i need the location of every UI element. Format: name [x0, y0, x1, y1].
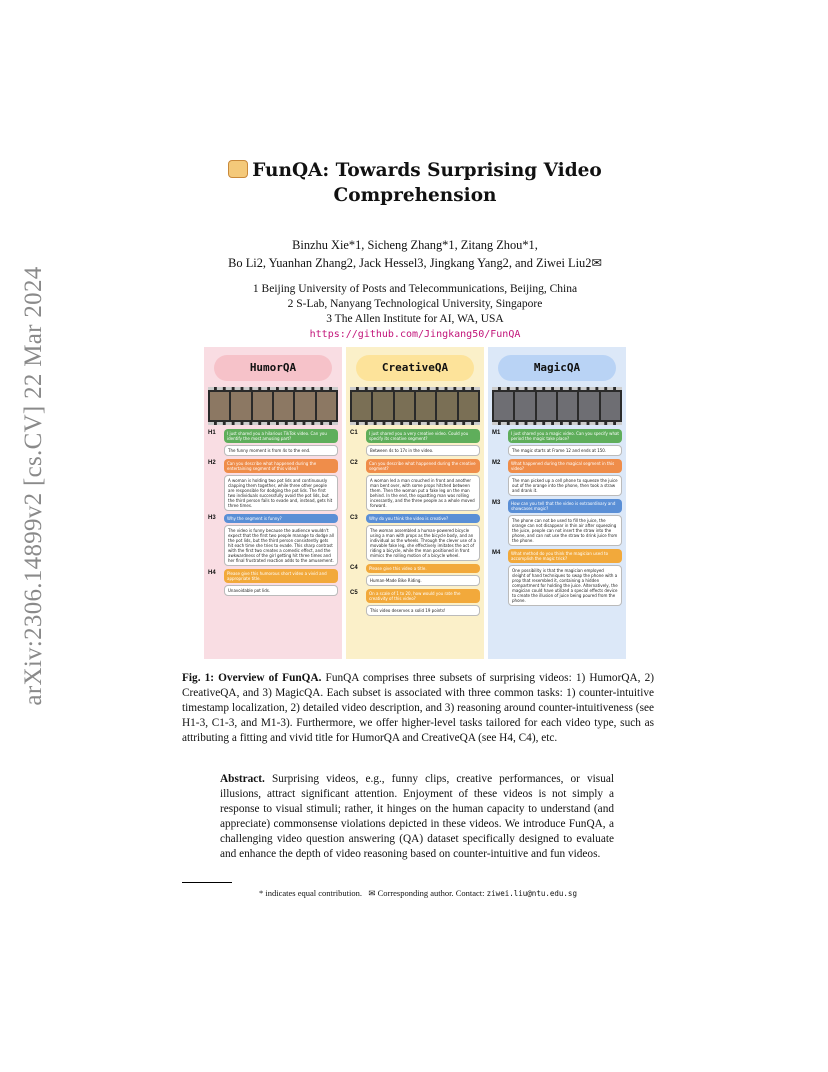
qa-item: M4 What method do you think the magician used to accomplish the magic trick? One possibility is that the magician employed sleight of hand techniques to swap the phone with a prop that resembled it, containing a hidden compartment for holding the juice. Alternatively, the magician could have utilized a special effects device to create the illusion of juice being poured from the phone.	[508, 549, 622, 606]
footnote: * indicates equal contribution. ✉ Corresponding author. Contact: ziwei.liu@ntu.edu.sg	[259, 888, 577, 898]
magicqa-header: MagicQA	[498, 355, 616, 381]
qa-item: C3 Why do you think the video is creative? The woman assembled a human-powered bicycle using a man with props as the bicycle body, and an individual as the wheels. Through the clever use of a movable fake leg, she effectively imitates the act of riding a bicycle, while the man positioned in front mimics the rolling motion of a bicycle wheel.	[366, 514, 480, 561]
qa-item: C5 On a scale of 1 to 20, how would you rate the creativity of this video? This video deserves a solid 19 points!	[366, 589, 480, 616]
creativeqa-header: CreativeQA	[356, 355, 474, 381]
humorqa-header: HumorQA	[214, 355, 332, 381]
qa-item: C1 I just shared you a very creative video. Could you specify its creative segment? Between 4s to 17s in the video.	[366, 429, 480, 456]
footnote-rule	[182, 882, 232, 883]
humorqa-filmstrip	[208, 387, 338, 425]
abstract: Abstract. Surprising videos, e.g., funny clips, creative performances, or visual illusions, attract significant attention. Enjoyment of these videos is not simply a response to visual stimuli; rather, it hinges on the human capacity to understand (and appreciate) commonsense violations depicted in these videos. We introduce FunQA, a challenging video question answering (QA) dataset specifically designed to evaluate and enhance the depth of video reasoning based on counter-intuitive and fun videos.	[220, 773, 614, 860]
qa-item: M1 I just shared you a magic video. Can you specify what period the magic take place? The magic starts at Frame 12 and ends at 150.	[508, 429, 622, 456]
qa-item: H1 I just shared you a hilarious TikTok video. Can you identify the most amusing part? The funny moment is from 4s to the end.	[224, 429, 338, 456]
creativeqa-column	[346, 347, 484, 659]
paper-title: FunQA: Towards Surprising Video Comprehension	[200, 158, 630, 208]
affiliation-3: 3 The Allen Institute for AI, WA, USA	[326, 313, 504, 325]
magicqa-column	[488, 347, 626, 659]
magicqa-filmstrip	[492, 387, 622, 425]
affiliation-1: 1 Beijing University of Posts and Telecommunications, Beijing, China	[252, 283, 578, 295]
qa-item: H4 Please give this humorous short video a vivid and appropriate title. Unavoidable pot lids.	[224, 569, 338, 596]
creativeqa-filmstrip	[350, 387, 480, 425]
figure-caption: Fig. 1: Overview of FunQA. FunQA comprises three subsets of surprising videos: 1) HumorQA, 2) CreativeQA, and 3) MagicQA. Each subset is associated with three common tasks: 1) counter-intuitive timestamp localization, 2) detailed video description, and 3) reasoning around counter-intuitiveness (see H1-3, C1-3, and M1-3). Furthermore, we offer higher-level tasks tailored for each video type, such as attributing a fitting and vivid title for HumorQA and CreativeQA (see H4, C4), etc.	[182, 672, 655, 744]
qa-item: H3 Why the segment is funny? The video is funny because the audience wouldn't expect that the first two people manage to dodge all the pot lids, but the third person consistently gets hit each time she tries to evade. This sharp contrast with the first two creates a comedic effect, and the awkwardness of the girl getting hit three times and her final frustrated reaction adds to the amusement.	[224, 514, 338, 566]
overview-figure	[204, 347, 626, 659]
funqa-logo-icon	[228, 160, 248, 178]
qa-item: M2 What happened during the magical segment in this video? The man picked up a cell phone to squeeze the juice out of the orange into the phone, then took a straw and drank it.	[508, 459, 622, 496]
affiliations	[170, 282, 660, 342]
authors-line-1: Binzhu Xie*1, Sicheng Zhang*1, Zitang Zhou*1,	[292, 238, 538, 252]
github-link[interactable]: https://github.com/Jingkang50/FunQA	[309, 329, 521, 340]
qa-item: M3 How can you tell that the video is extraordinary and showcases magic? The phone can not be used to fill the juice, the orange can not disappear in thin air after squeezing the juice, people can not insert the straw into the phone, and can not use the straw to drink juice from the phone.	[508, 499, 622, 546]
qa-item: C4 Please give this video a title. Human-Made Bike Riding.	[366, 564, 480, 586]
humorqa-column	[204, 347, 342, 659]
qa-item: C2 Can you describe what happened during the creative segment? A woman led a man crouched in front and another man bent over, with some props hitched between them. Then the woman put a fake leg on the man behind. In the end, the squatting man was rolling incessantly, and the three people as a whole moved forward.	[366, 459, 480, 511]
affiliation-2: 2 S-Lab, Nanyang Technological University, Singapore	[287, 298, 543, 310]
authors	[170, 236, 660, 272]
authors-line-2: Bo Li2, Yuanhan Zhang2, Jack Hessel3, Jingkang Yang2, and Ziwei Liu2✉	[228, 256, 602, 270]
qa-item: H2 Can you describe what happened during the entertaining segment of this video? A woman is holding two pot lids and continuously clapping them together, while three other people are responsible for dodging the pot lids. The first two individuals successfully avoid the pot lids, but the third person fails to evade and, instead, gets hit three times.	[224, 459, 338, 511]
arxiv-stamp: arXiv:2306.14899v2 [cs.CV] 22 Mar 2024	[20, 266, 47, 706]
